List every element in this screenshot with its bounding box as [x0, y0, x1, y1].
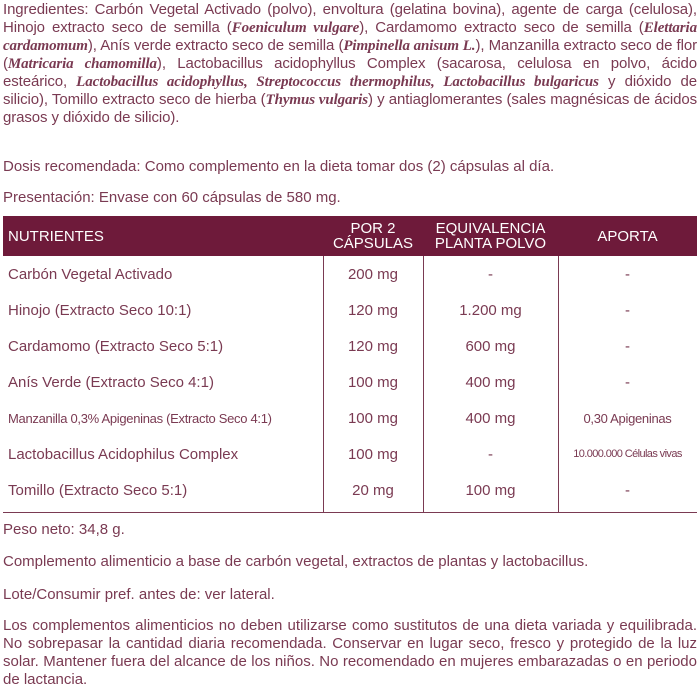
net-weight: Peso neto: 34,8 g. — [3, 521, 125, 538]
provides-value: - — [625, 337, 630, 355]
nutrient-name: Anís Verde (Extracto Seco 4:1) — [8, 373, 214, 391]
provides-value: - — [625, 481, 630, 499]
provides-value: 0,30 Apigeninas — [583, 410, 672, 426]
table-row — [3, 472, 697, 508]
header-provides: APORTA — [597, 227, 658, 245]
amount-per-2-capsules: 20 mg — [352, 481, 394, 499]
table-bottom-border — [3, 512, 697, 513]
header-per-2-capsules: POR 2 CÁPSULAS — [332, 220, 414, 252]
amount-per-2-capsules: 120 mg — [347, 301, 399, 319]
nutrition-table — [3, 216, 697, 513]
provides-value: 10.000.000 Células vivas — [573, 448, 682, 460]
table-row — [3, 328, 697, 364]
table-row — [3, 292, 697, 328]
header-equivalence: EQUIVALENCIA PLANTA POLVO — [434, 220, 547, 252]
presentation: Presentación: Envase con 60 cápsulas de 580 mg. — [3, 189, 341, 206]
plant-equivalence: 100 mg — [465, 481, 516, 499]
column-divider — [423, 256, 424, 513]
plant-equivalence: 400 mg — [465, 409, 516, 427]
header-nutrients: NUTRIENTES — [8, 227, 104, 245]
table-header — [3, 216, 697, 256]
plant-equivalence: 1.200 mg — [459, 301, 522, 319]
nutrient-name: Tomillo (Extracto Seco 5:1) — [8, 481, 188, 499]
table-row — [3, 436, 697, 472]
provides-value: - — [625, 265, 630, 283]
amount-per-2-capsules: 100 mg — [347, 409, 399, 427]
nutrient-name: Lactobacillus Acidophilus Complex — [8, 445, 239, 463]
amount-per-2-capsules: 100 mg — [347, 445, 399, 463]
nutrient-name: Carbón Vegetal Activado — [8, 265, 173, 283]
provides-value: - — [625, 301, 630, 319]
recommended-dose: Dosis recomendada: Como complemento en la dieta tomar dos (2) cápsulas al día. — [3, 158, 555, 175]
product-description: Complemento alimenticio a base de carbón vegetal, extractos de plantas y lactobacillus. — [3, 553, 589, 570]
nutrient-name: Manzanilla 0,3% Apigeninas (Extracto Seco 4:1) — [8, 410, 272, 426]
provides-value: - — [625, 373, 630, 391]
table-row — [3, 256, 697, 292]
plant-equivalence: - — [488, 265, 493, 283]
nutrient-name: Hinojo (Extracto Seco 10:1) — [8, 301, 192, 319]
ingredients-text: Ingredientes: Carbón Vegetal Activado (polvo), envoltura (gelatina bovina), agente de carga (celulosa), Hinojo extracto seco de semilla (Foeniculum vulgare), Cardamomo extracto seco de semilla (Elettaria cardamomum), Anís verde extracto seco de semilla (Pimpinella anisum L.), Manzanilla extracto seco de flor (Matricaria chamomilla), Lactobacillus acidophyllus Complex (sacarosa, celulosa en polvo, ácido esteárico, Lactobacillus acidophyllus, Streptococcus thermophilus, Lactobacillus bulgaricus y dióxido de silicio), Tomillo extracto seco de hierba (Thymus vulgaris) y antiaglomerantes (sales magnésicas de ácidos grasos y dióxido de silicio). — [3, 1, 698, 126]
amount-per-2-capsules: 100 mg — [347, 373, 399, 391]
plant-equivalence: 600 mg — [465, 337, 516, 355]
amount-per-2-capsules: 200 mg — [347, 265, 399, 283]
nutrient-name: Cardamomo (Extracto Seco 5:1) — [8, 337, 224, 355]
plant-equivalence: 400 mg — [465, 373, 516, 391]
column-divider — [558, 256, 559, 513]
table-row — [3, 400, 697, 436]
amount-per-2-capsules: 120 mg — [347, 337, 399, 355]
lot-expiry: Lote/Consumir pref. antes de: ver lateral. — [3, 586, 275, 603]
plant-equivalence: - — [488, 445, 493, 463]
table-row — [3, 364, 697, 400]
warning-text: Los complementos alimenticios no deben utilizarse como sustitutos de una dieta variada y equilibrada. No sobrepasar la cantidad diaria recomendada. Conservar en lugar seco, fresco y protegido de la luz solar. Mantener fuera del alcance de los niños. No recomendado en mujeres embarazadas o en periodo de lactancia. — [3, 617, 697, 688]
column-divider — [323, 256, 324, 513]
